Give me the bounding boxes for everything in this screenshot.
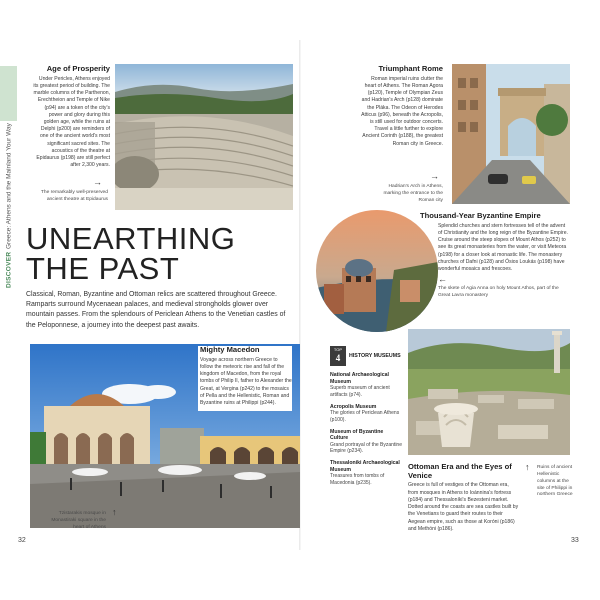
- triumphant-rome-title: Triumphant Rome: [378, 64, 443, 73]
- ottoman-text: Greece is full of vestiges of the Ottoman era, from mosques in Athens to Ioánnina's fortress (p184) and Thessaloníki's Bezesteni market. Dotted around the coasts are sea castles built by the Venetians to guard their routes to their Aegean empire, such as those at Koróni (p186) and Methóni (p186).: [408, 482, 519, 532]
- intro-paragraph: Classical, Roman, Byzantine and Ottoman relics are scattered throughout Greece. Ramparts surround Mycenaean palaces, and medieval strongholds glower over mountain passes. From the splendours of Periclean Athens to the Venetian castles of the Peloponnese, a journey into the deepest past awaits.: [26, 291, 286, 329]
- museum-item: [330, 429, 402, 456]
- philippi-caption: Ruins of ancient Hellenistic columns at the site of Philippi in northern Greece: [537, 465, 573, 498]
- page-number-left: 32: [18, 537, 26, 544]
- museum-name: Museum of Byzantine Culture: [330, 428, 384, 441]
- hadrians-arch-caption: Hadrian's Arch in Athens, marking the entrance to the Roman city: [383, 184, 443, 203]
- triumphant-rome-block: [361, 65, 443, 148]
- arrow-up-icon: ↑: [525, 462, 530, 472]
- macedon-block: [198, 346, 292, 411]
- byzantine-block: [420, 211, 570, 300]
- arrow-left-icon: ←: [438, 274, 447, 285]
- macedon-title: Mighty Macedon: [200, 345, 260, 354]
- museum-item: [330, 460, 402, 487]
- age-prosperity-block: [33, 65, 110, 170]
- mount-athos-skete-photo: [316, 210, 438, 332]
- byzantine-title: Thousand-Year Byzantine Empire: [420, 211, 541, 220]
- museum-desc: Grand portrayal of the Byzantine Empire (p234).: [330, 441, 402, 455]
- headline-line-2: THE PAST: [26, 251, 180, 286]
- top-history-museums-box: [330, 346, 402, 492]
- page-number-right: 33: [571, 537, 579, 544]
- museum-item: [330, 404, 402, 424]
- museum-item: [330, 372, 402, 399]
- section-color-tab: [0, 66, 17, 121]
- mosque-caption: Tzistarakis mosque in Monastiraki square in the heart of Athens: [51, 511, 106, 530]
- top-badge-number: 4: [335, 352, 341, 363]
- epidaurus-theatre-photo: [115, 64, 293, 210]
- museum-desc: Superb museum of ancient artifacts (p74).: [330, 385, 390, 398]
- side-label-section: DISCOVER: [5, 251, 13, 288]
- triumphant-rome-text: Roman imperial ruins clutter the heart of Athens. The Roman Agora (p120), Temple of Olympian Zeus and Hadrian's Arch (p128) dominate the Pláka. The Odeon of Herodes Atticus (p96), beneath the Acropolis, is still used for outdoor concerts. Travel a little further to explore Ancient Corinth (p188), the greatest Roman city in Greece.: [361, 75, 443, 147]
- ottoman-block: [408, 463, 520, 533]
- philippi-ruins-photo: [408, 329, 570, 455]
- headline-line-1: UNEARTHING: [26, 221, 236, 256]
- ottoman-title: Ottoman Era and the Eyes of Venice: [408, 462, 512, 480]
- museum-desc: Treasures from tombs of Macedonia (p235).: [330, 473, 385, 486]
- museum-name: National Archaeological Museum: [330, 372, 389, 385]
- age-prosperity-title: Age of Prosperity: [46, 64, 110, 73]
- arrow-right-icon: →: [430, 171, 439, 181]
- arrow-right-icon: →: [93, 177, 102, 187]
- arrow-up-icon: ↑: [112, 507, 117, 517]
- running-side-label: [1, 118, 17, 288]
- byzantine-text: Splendid churches and stern fortresses tell of the advent of Christianity and the long reign of the Byzantine Empire. Cruise around the steep slopes of Mount Athos (p252) to see its great monasteries from the water, or visit Meteora (p198) for a closer look at monastic life. The monastery churches of Dafni (p128) and Ósios Loukás (p198) have wonderful mosaics and frescoes.: [438, 222, 568, 273]
- top-box-heading: HISTORY MUSEUMS: [349, 352, 401, 359]
- side-label-book: Greece: Athens and the Mainland Your Way: [5, 122, 13, 249]
- page-headline: [26, 221, 286, 286]
- macedon-text: Voyage across northern Greece to follow the meteoric rise and fall of the kingdom of Macedon, from the royal tombs of Philip II, father to Alexander the Great, at Vergina (p242) to the mosaics of Pella and the Hellenistic, Roman and Byzantine ruins at Philippi (p244).: [200, 356, 292, 407]
- top-badge-row: [330, 346, 402, 366]
- age-prosperity-text: Under Pericles, Athens enjoyed its greatest period of building. The marble columns of the Parthenon, Erechtheion and Temple of Nike (p94) are a token of the city's power and glory during this golden age, while the ruins at Delphi (p200) are reminders of one of the ancient world's most significant sacred sites. The acoustics of the theatre at Epidaurus (p198) are still perfect after 2,300 years.: [33, 75, 110, 169]
- museum-name: Acropolis Museum: [330, 403, 377, 410]
- hadrians-arch-photo: [452, 64, 570, 204]
- top-badge-label: TOP: [333, 347, 343, 352]
- mount-athos-caption: The skete of Agia Anna on holy Mount Athos, part of the Great Lavra monastery: [438, 286, 559, 299]
- museum-desc: The glories of Periclean Athens (p100).: [330, 410, 400, 423]
- top-badge: [330, 346, 346, 366]
- museum-name: Thessaloniki Archaeological Museum: [330, 460, 400, 473]
- epidaurus-caption: The remarkably well-preserved ancient theatre at Epidaurus: [40, 190, 108, 202]
